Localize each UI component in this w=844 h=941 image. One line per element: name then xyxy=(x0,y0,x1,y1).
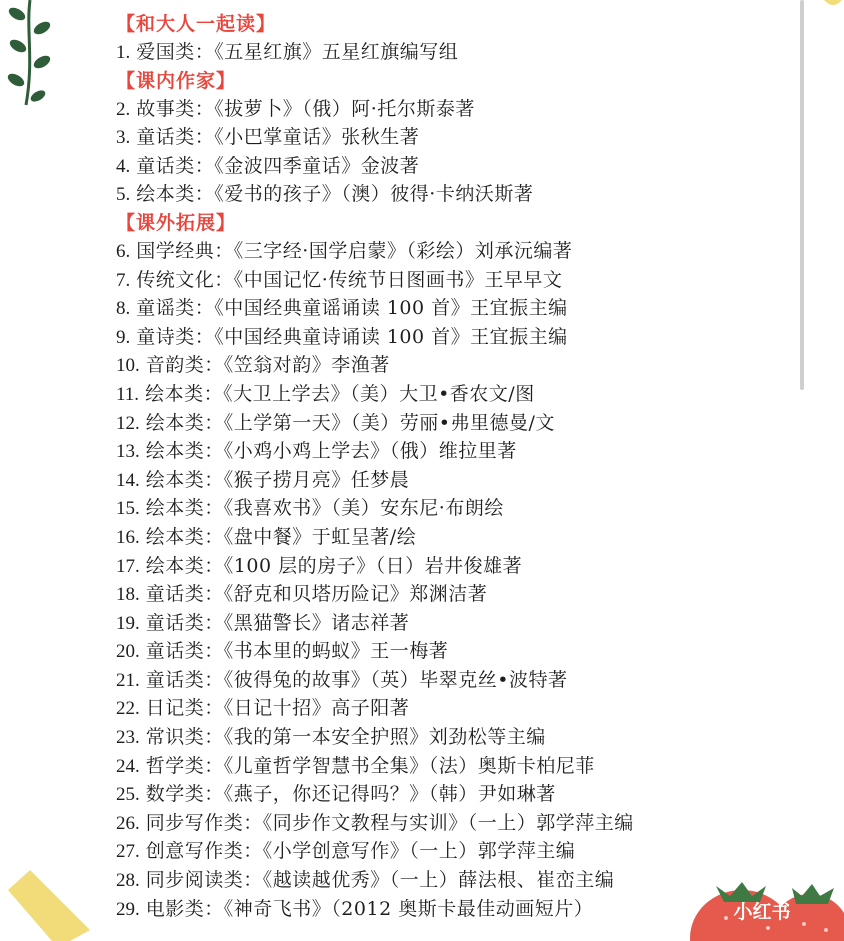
section-title: 【和大人一起读】 xyxy=(116,13,277,35)
item-text: 绘本类：《我喜欢书》（美）安东尼·布朗绘 xyxy=(145,497,504,520)
item-number: 18. xyxy=(116,584,140,606)
item-number: 11. xyxy=(116,383,140,405)
list-item xyxy=(116,437,796,466)
item-text: 童话类：《书本里的蚂蚁》王一梅著 xyxy=(145,640,449,663)
item-number: 20. xyxy=(116,641,140,663)
list-item xyxy=(116,123,796,152)
item-number: 14. xyxy=(116,469,140,491)
item-text: 童话类：《彼得兔的故事》（英）毕翠克丝•波特著 xyxy=(145,668,568,691)
item-text: 创意写作类：《小学创意写作》（一上）郭学萍主编 xyxy=(145,840,576,863)
item-number: 9. xyxy=(116,326,131,348)
list-item xyxy=(116,752,796,781)
item-number: 25. xyxy=(116,784,140,806)
book-list xyxy=(116,10,796,923)
item-number: 1. xyxy=(116,42,131,63)
item-number: 3. xyxy=(116,127,131,149)
item-number: 19. xyxy=(116,612,140,634)
item-text: 童谣类：《中国经典童谣诵读 100 首》王宜振主编 xyxy=(136,297,568,320)
list-item xyxy=(116,637,796,666)
item-text: 童话类：《黑猫警长》诸志祥著 xyxy=(145,611,410,634)
list-item xyxy=(116,237,796,266)
item-text: 日记类：《日记十招》高子阳著 xyxy=(145,697,410,720)
list-item xyxy=(116,494,796,523)
item-number: 13. xyxy=(116,441,140,463)
item-number: 28. xyxy=(116,870,140,892)
list-item xyxy=(116,323,796,352)
list-item xyxy=(116,466,796,495)
watermark-text: 小红书 xyxy=(733,901,791,923)
corner-decoration-icon xyxy=(822,0,844,8)
tape-decoration-icon xyxy=(0,870,90,941)
item-text: 爱国类：《五星红旗》五星红旗编写组 xyxy=(136,41,459,63)
item-text: 音韵类：《笠翁对韵》李渔著 xyxy=(145,354,390,377)
item-text: 童话类：《小巴掌童话》张秋生著 xyxy=(136,126,420,149)
item-text: 绘本类：《上学第一天》（美）劳丽•弗里德曼/文 xyxy=(145,411,555,434)
item-number: 10. xyxy=(116,355,140,377)
item-number: 29. xyxy=(116,898,140,920)
list-item xyxy=(116,152,796,181)
item-number: 24. xyxy=(116,755,140,777)
section-title: 【课外拓展】 xyxy=(116,211,237,234)
item-text: 电影类：《神奇飞书》（2012 奥斯卡最佳动画短片） xyxy=(145,897,594,920)
item-number: 26. xyxy=(116,812,140,834)
list-item xyxy=(116,180,796,209)
list-item xyxy=(116,809,796,838)
list-item xyxy=(116,694,796,723)
item-number: 16. xyxy=(116,526,140,548)
item-text: 哲学类：《儿童哲学智慧书全集》（法）奥斯卡柏尼菲 xyxy=(145,754,595,777)
item-text: 传统文化：《中国记忆·传统节日图画书》王早早文 xyxy=(136,268,563,291)
list-item xyxy=(116,723,796,752)
list-item xyxy=(116,666,796,695)
item-text: 绘本类：《盘中餐》于虹呈著/绘 xyxy=(145,525,417,548)
item-number: 2. xyxy=(116,98,131,120)
list-item xyxy=(116,294,796,323)
item-number: 22. xyxy=(116,698,140,720)
item-text: 童诗类：《中国经典童诗诵读 100 首》王宜振主编 xyxy=(136,325,568,348)
item-text: 绘本类：《爱书的孩子》（澳）彼得·卡纳沃斯著 xyxy=(136,183,534,206)
item-text: 绘本类：《猴子捞月亮》任梦晨 xyxy=(145,468,410,491)
list-item xyxy=(116,523,796,552)
item-text: 故事类：《拔萝卜》（俄）阿·托尔斯泰著 xyxy=(136,97,475,120)
list-item xyxy=(116,38,796,67)
item-number: 5. xyxy=(116,184,131,206)
item-text: 同步写作类：《同步作文教程与实训》（一上）郭学萍主编 xyxy=(145,811,634,834)
list-item xyxy=(116,580,796,609)
list-item xyxy=(116,351,796,380)
list-item xyxy=(116,837,796,866)
item-number: 23. xyxy=(116,727,140,749)
list-item xyxy=(116,409,796,438)
item-number: 4. xyxy=(116,155,131,177)
item-number: 17. xyxy=(116,555,140,577)
item-text: 国学经典：《三字经·国学启蒙》（彩绘）刘承沅编著 xyxy=(136,239,573,262)
item-number: 12. xyxy=(116,412,140,434)
list-item xyxy=(116,95,796,124)
item-text: 童话类：《金波四季童话》金波著 xyxy=(136,154,420,177)
item-number: 8. xyxy=(116,298,131,320)
item-text: 绘本类：《大卫上学去》（美）大卫•香农文/图 xyxy=(145,382,535,405)
item-text: 绘本类：《小鸡小鸡上学去》（俄）维拉里著 xyxy=(145,440,517,463)
item-text: 数学类：《燕子，你还记得吗？》（韩）尹如琳著 xyxy=(145,783,556,806)
item-text: 常识类：《我的第一本安全护照》刘劲松等主编 xyxy=(145,726,546,749)
vine-decoration-icon xyxy=(0,0,60,110)
scrollbar[interactable] xyxy=(800,0,804,390)
item-number: 7. xyxy=(116,269,131,291)
list-item xyxy=(116,266,796,295)
item-number: 21. xyxy=(116,669,140,691)
item-number: 6. xyxy=(116,240,131,262)
item-text: 绘本类：《100 层的房子》（日）岩井俊雄著 xyxy=(145,554,523,577)
item-text: 同步阅读类：《越读越优秀》（一上）薛法根、崔峦主编 xyxy=(145,869,615,892)
item-number: 15. xyxy=(116,498,140,520)
list-item xyxy=(116,380,796,409)
list-item xyxy=(116,609,796,638)
item-number: 27. xyxy=(116,841,140,863)
list-item xyxy=(116,780,796,809)
item-text: 童话类：《舒克和贝塔历险记》郑渊洁著 xyxy=(145,583,488,606)
list-item xyxy=(116,552,796,581)
section-title: 【课内作家】 xyxy=(116,69,237,92)
